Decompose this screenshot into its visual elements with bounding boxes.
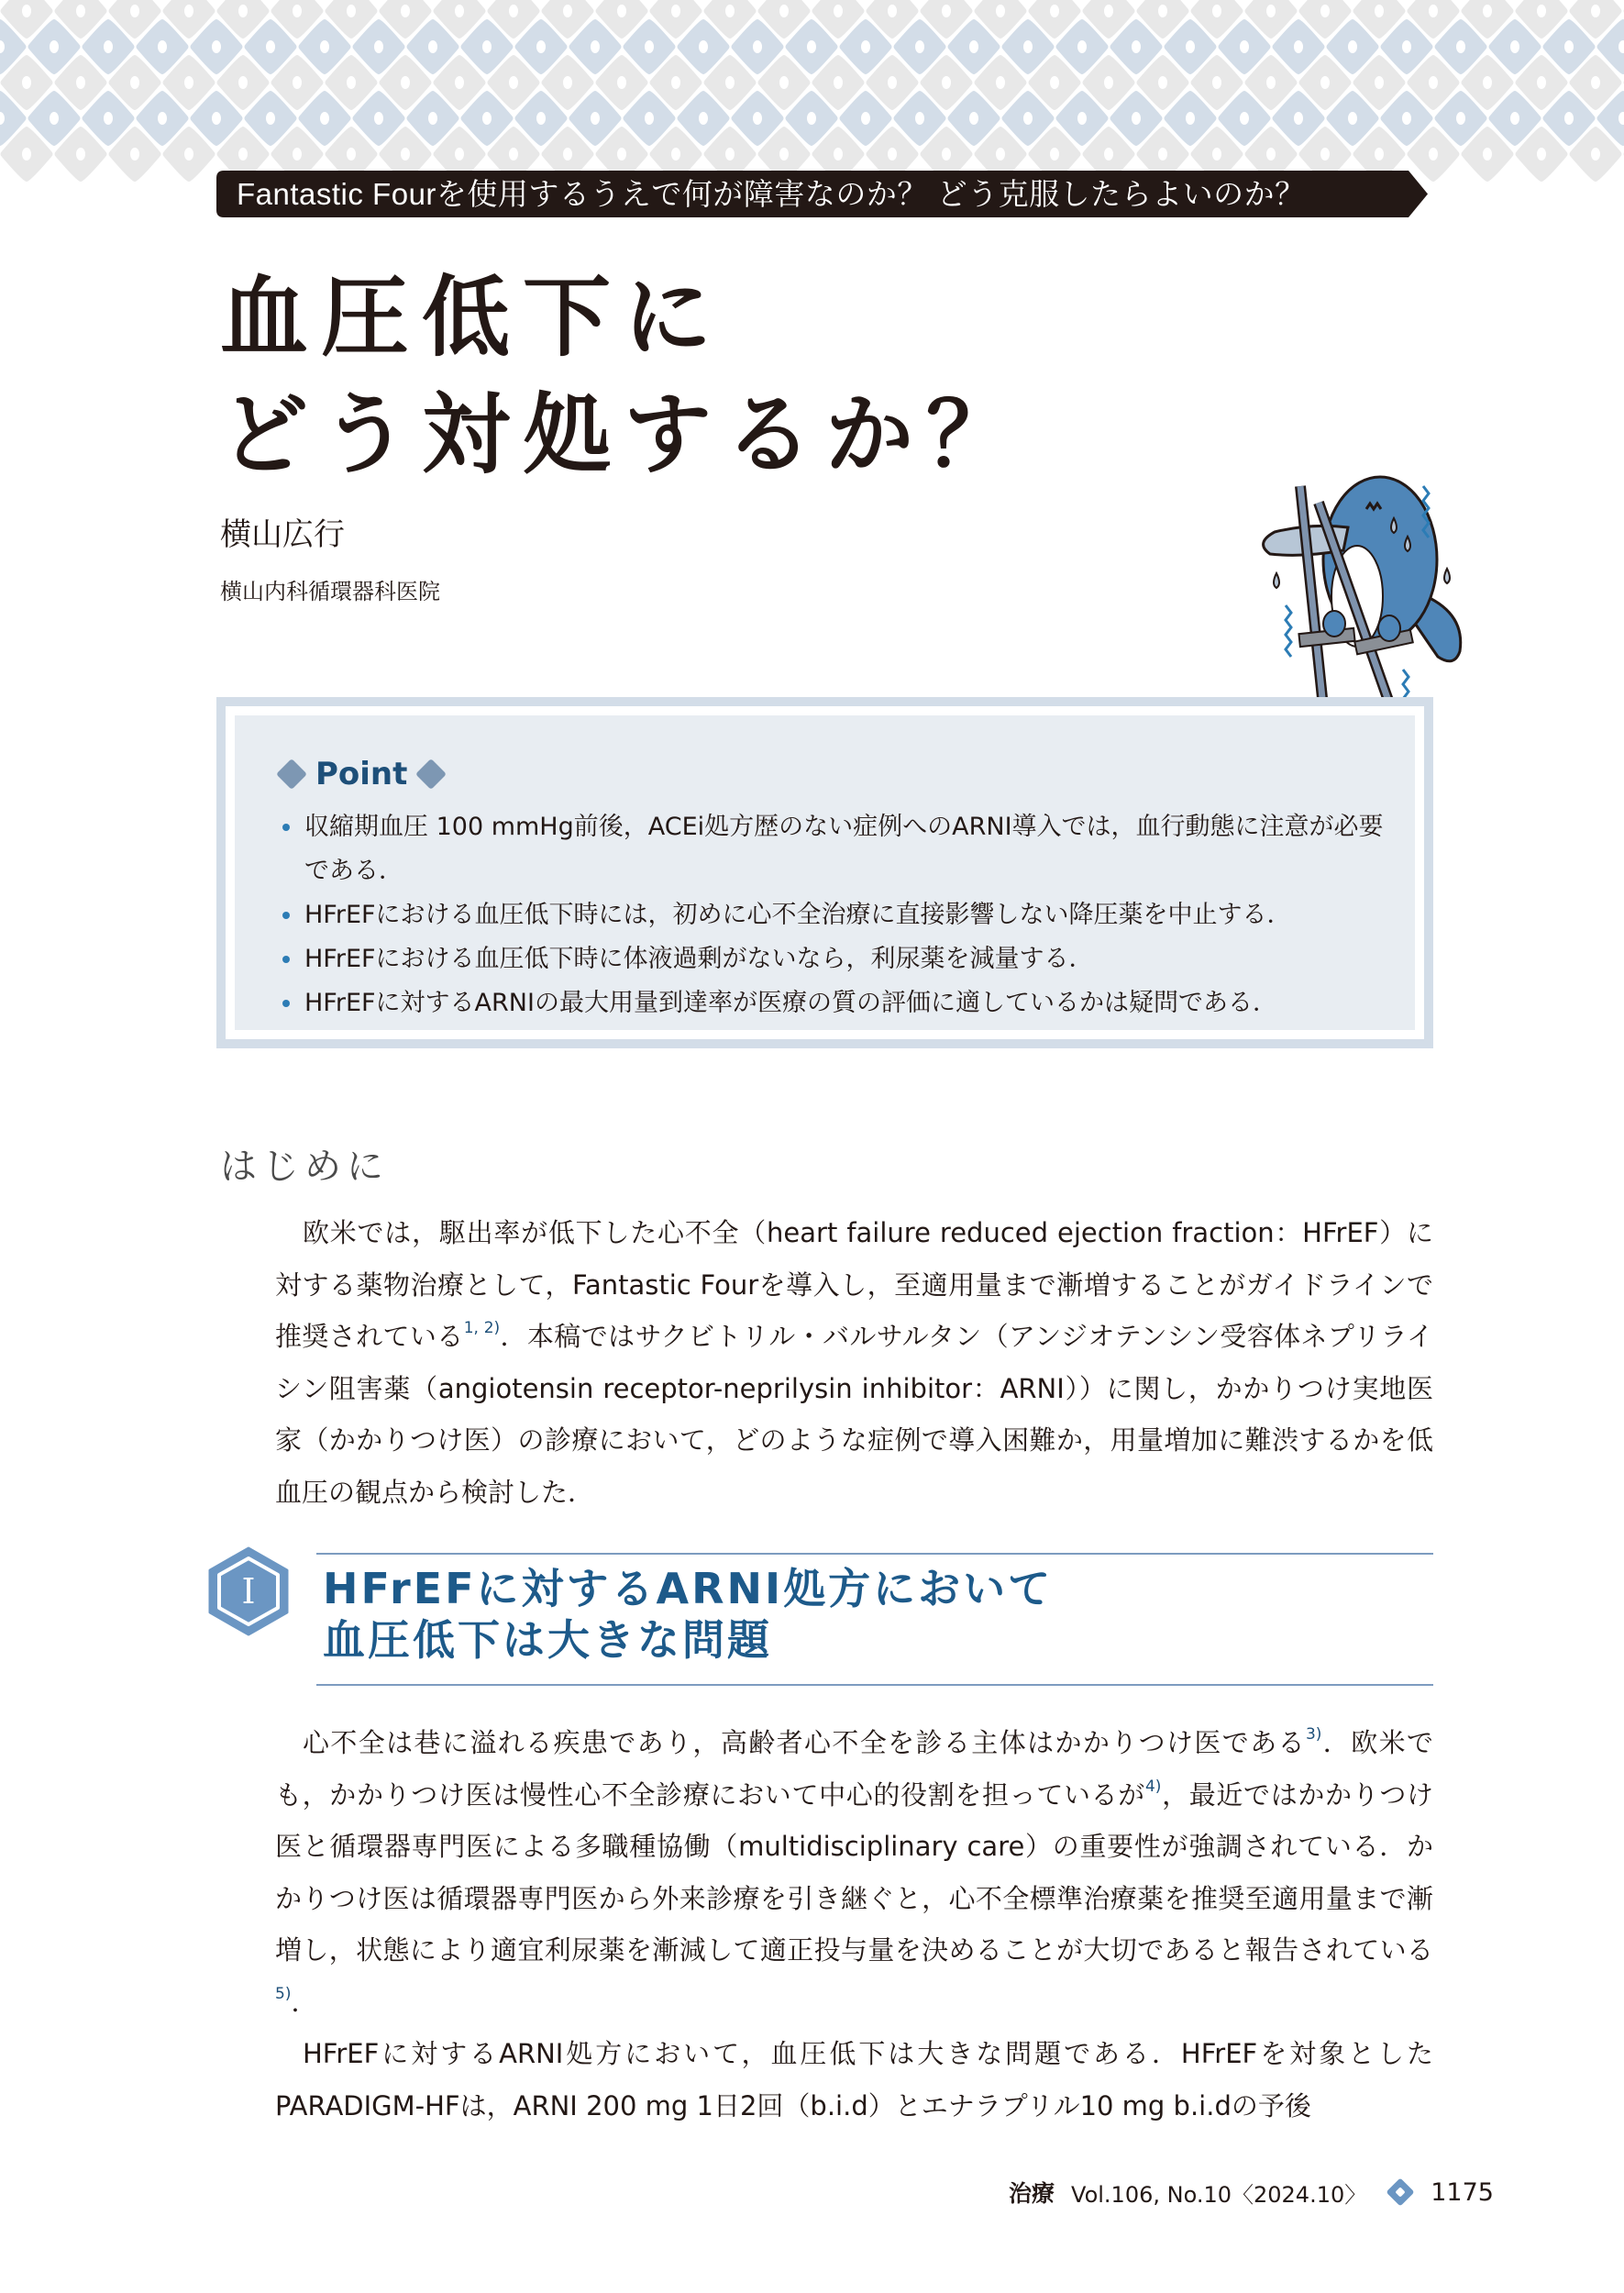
header-diamond-pattern	[0, 0, 1624, 183]
intro-paragraph	[275, 1207, 1433, 1518]
journal-name: 治療	[1009, 2180, 1055, 2207]
page-number: 1175	[1431, 2177, 1494, 2207]
diamond-icon	[415, 759, 447, 790]
author-name: 横山広行	[220, 516, 345, 553]
point-summary-box	[216, 697, 1433, 1048]
intro-heading: はじめに	[220, 1146, 389, 1188]
reference-citation[interactable]: 3)	[1305, 1725, 1322, 1744]
author-affiliation: 横山内科循環器科医院	[220, 579, 440, 604]
title-line-1: 血圧低下に	[220, 266, 724, 369]
point-list	[282, 805, 1401, 1025]
bullet-icon	[282, 956, 290, 963]
intro-paragraph-text: 欧米では，駆出率が低下した心不全（heart failure reduced ejection fraction：HFrEF）に対する薬物治療として，Fantastic Fourを導入し，至適用量まで漸増することがガイドラインで推奨されている$^{1, 2)}$．本稿ではサクビトリル・バルサルタン（アンジオテンシン受容体ネプリライシン阻害薬（angiotensin receptor-neprilysin inhibitor：ARNI））に関し，かかりつけ実地医家（かかりつけ医）の診療において，どのような症例で導入困難か，用量増加に難渋するかを低血圧の観点から検討した．	[275, 1217, 1433, 1508]
point-heading	[275, 756, 447, 792]
reference-citation[interactable]: 5)	[275, 1984, 292, 2003]
reference-citation[interactable]: 1, 2)	[463, 1319, 501, 1337]
page-title	[220, 259, 1027, 493]
section-1-title: HFrEFに対するARNI処方において 血圧低下は大きな問題	[323, 1564, 1054, 1665]
point-item: 収縮期血圧 100 mmHg前後，ACEi処方歴のない症例へのARNI導入では，血行動態に注意が必要である．	[282, 805, 1401, 893]
heading-rule-bottom	[316, 1684, 1433, 1686]
bullet-icon	[282, 824, 290, 831]
series-banner	[216, 171, 1428, 217]
point-item: HFrEFにおける血圧低下時には，初めに心不全治療に直接影響しない降圧薬を中止する．	[282, 893, 1401, 937]
bullet-icon	[282, 912, 290, 919]
section-1-heading	[193, 1541, 1440, 1697]
section-1-paragraph-2: HFrEFに対するARNI処方において，血圧低下は大きな問題である．HFrEFを対象としたPARADIGM-HFは，ARNI 200 mg 1日2回（b.i.d）とエナラプリル10 mg b.i.dの予後	[275, 2038, 1433, 2121]
section-1-paragraph-1: 心不全は巷に溢れる疾患であり，高齢者心不全を診る主体はかかりつけ医である$^{3)}$．欧米でも，かかりつけ医は慢性心不全診療において中心的役割を担っているが$^{4)}$，最近ではかかりつけ医と循環器専門医による多職種協働（multidisciplinary care）の重要性が強調されている．かかりつけ医は循環器専門医から外来診療を引き継ぐと，心不全標準治療薬を推奨至適用量まで漸増し，状態により適宜利尿薬を漸減して適正投与量を決めることが大切であると報告されている$^{5)}$．	[275, 1725, 1433, 2018]
section-number-hexagon-icon	[208, 1546, 289, 1636]
title-line-2: どう対処するか？	[220, 383, 1027, 486]
reference-citation[interactable]: 4)	[1144, 1777, 1162, 1796]
section-1-body	[275, 1717, 1433, 2132]
bullet-icon	[282, 1000, 290, 1007]
heading-rule-top	[316, 1553, 1433, 1555]
journal-volume: Vol.106, No.10〈2024.10〉	[1071, 2181, 1367, 2208]
series-banner-text: Fantastic Fourを使用するうえで何が障害なのか？ どう克服したらよいのか？	[237, 177, 1306, 211]
platypus-mascot-illustration	[1220, 459, 1467, 734]
point-item: HFrEFにおける血圧低下時に体液過剰がないなら，利尿薬を減量する．	[282, 937, 1401, 981]
svg-text:I: I	[241, 1571, 256, 1612]
point-heading-label: Point	[315, 756, 408, 792]
page-footer	[1009, 2174, 1494, 2210]
diamond-icon	[1386, 2177, 1415, 2206]
diamond-icon	[276, 759, 307, 790]
point-item: HFrEFに対するARNIの最大用量到達率が医療の質の評価に適しているかは疑問である．	[282, 981, 1401, 1025]
point-box-inner	[235, 715, 1415, 1030]
